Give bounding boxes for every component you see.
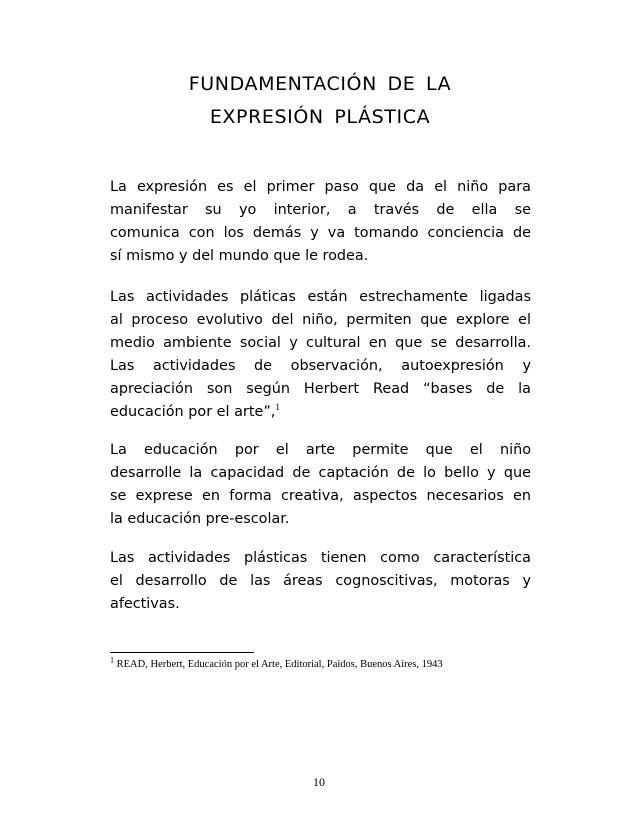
footnote-text: READ, Herbert, Educación por el Arte, Editorial, Paidos, Buenos Aires, 1943 (114, 659, 443, 670)
paragraph-line: afectivas. (110, 596, 180, 612)
footnote (110, 655, 540, 672)
paragraph-line: Las actividades plásticas tienen como característica (110, 550, 531, 566)
paragraph-line: Las actividades de observación, autoexpresión y (110, 358, 531, 374)
paragraph-line: apreciación son según Herbert Read “bases de la (110, 381, 531, 397)
paragraph-line: La educación por el arte permite que el niño (110, 442, 531, 458)
paragraph-line: la educación pre-escolar. (110, 511, 290, 527)
paragraph-1 (110, 176, 531, 268)
paragraph-4 (110, 547, 531, 616)
paragraph-line: manifestar su yo interior, a través de ella se (110, 202, 531, 218)
footnote-reference: 1 (275, 402, 280, 413)
paragraph-line: comunica con los demás y va tomando conciencia de (110, 225, 531, 241)
page-title-line-2: EXPRESIÓN PLÁSTICA (209, 106, 431, 128)
paragraph-line: se exprese en forma creativa, aspectos necesarios en (110, 488, 531, 504)
footnote-number: 1 (110, 655, 114, 665)
paragraph-2 (110, 286, 531, 424)
paragraph-line-with-footnote (110, 401, 531, 424)
paragraph-line: desarrolle la capacidad de captación de lo bello y que (110, 465, 531, 481)
paragraph-line: Las actividades pláticas están estrechamente ligadas (110, 289, 531, 305)
paragraph-line: medio ambiente social y cultural en que se desarrolla. (110, 335, 531, 351)
paragraph-line: La expresión es el primer paso que da el niño para (110, 179, 531, 195)
paragraph-line: al proceso evolutivo del niño, permiten que explore el (110, 312, 531, 328)
page-number: 10 (313, 775, 325, 789)
paragraph-line: el desarrollo de las áreas cognoscitivas, motoras y (110, 573, 531, 589)
paragraph-3 (110, 439, 531, 531)
paragraph-line-text: educación por el arte”, (110, 404, 276, 420)
paragraph-line: sí mismo y del mundo que le rodea. (110, 248, 369, 264)
page-title-line-1: FUNDAMENTACIÓN DE LA (188, 73, 452, 95)
footnote-separator (110, 652, 254, 653)
